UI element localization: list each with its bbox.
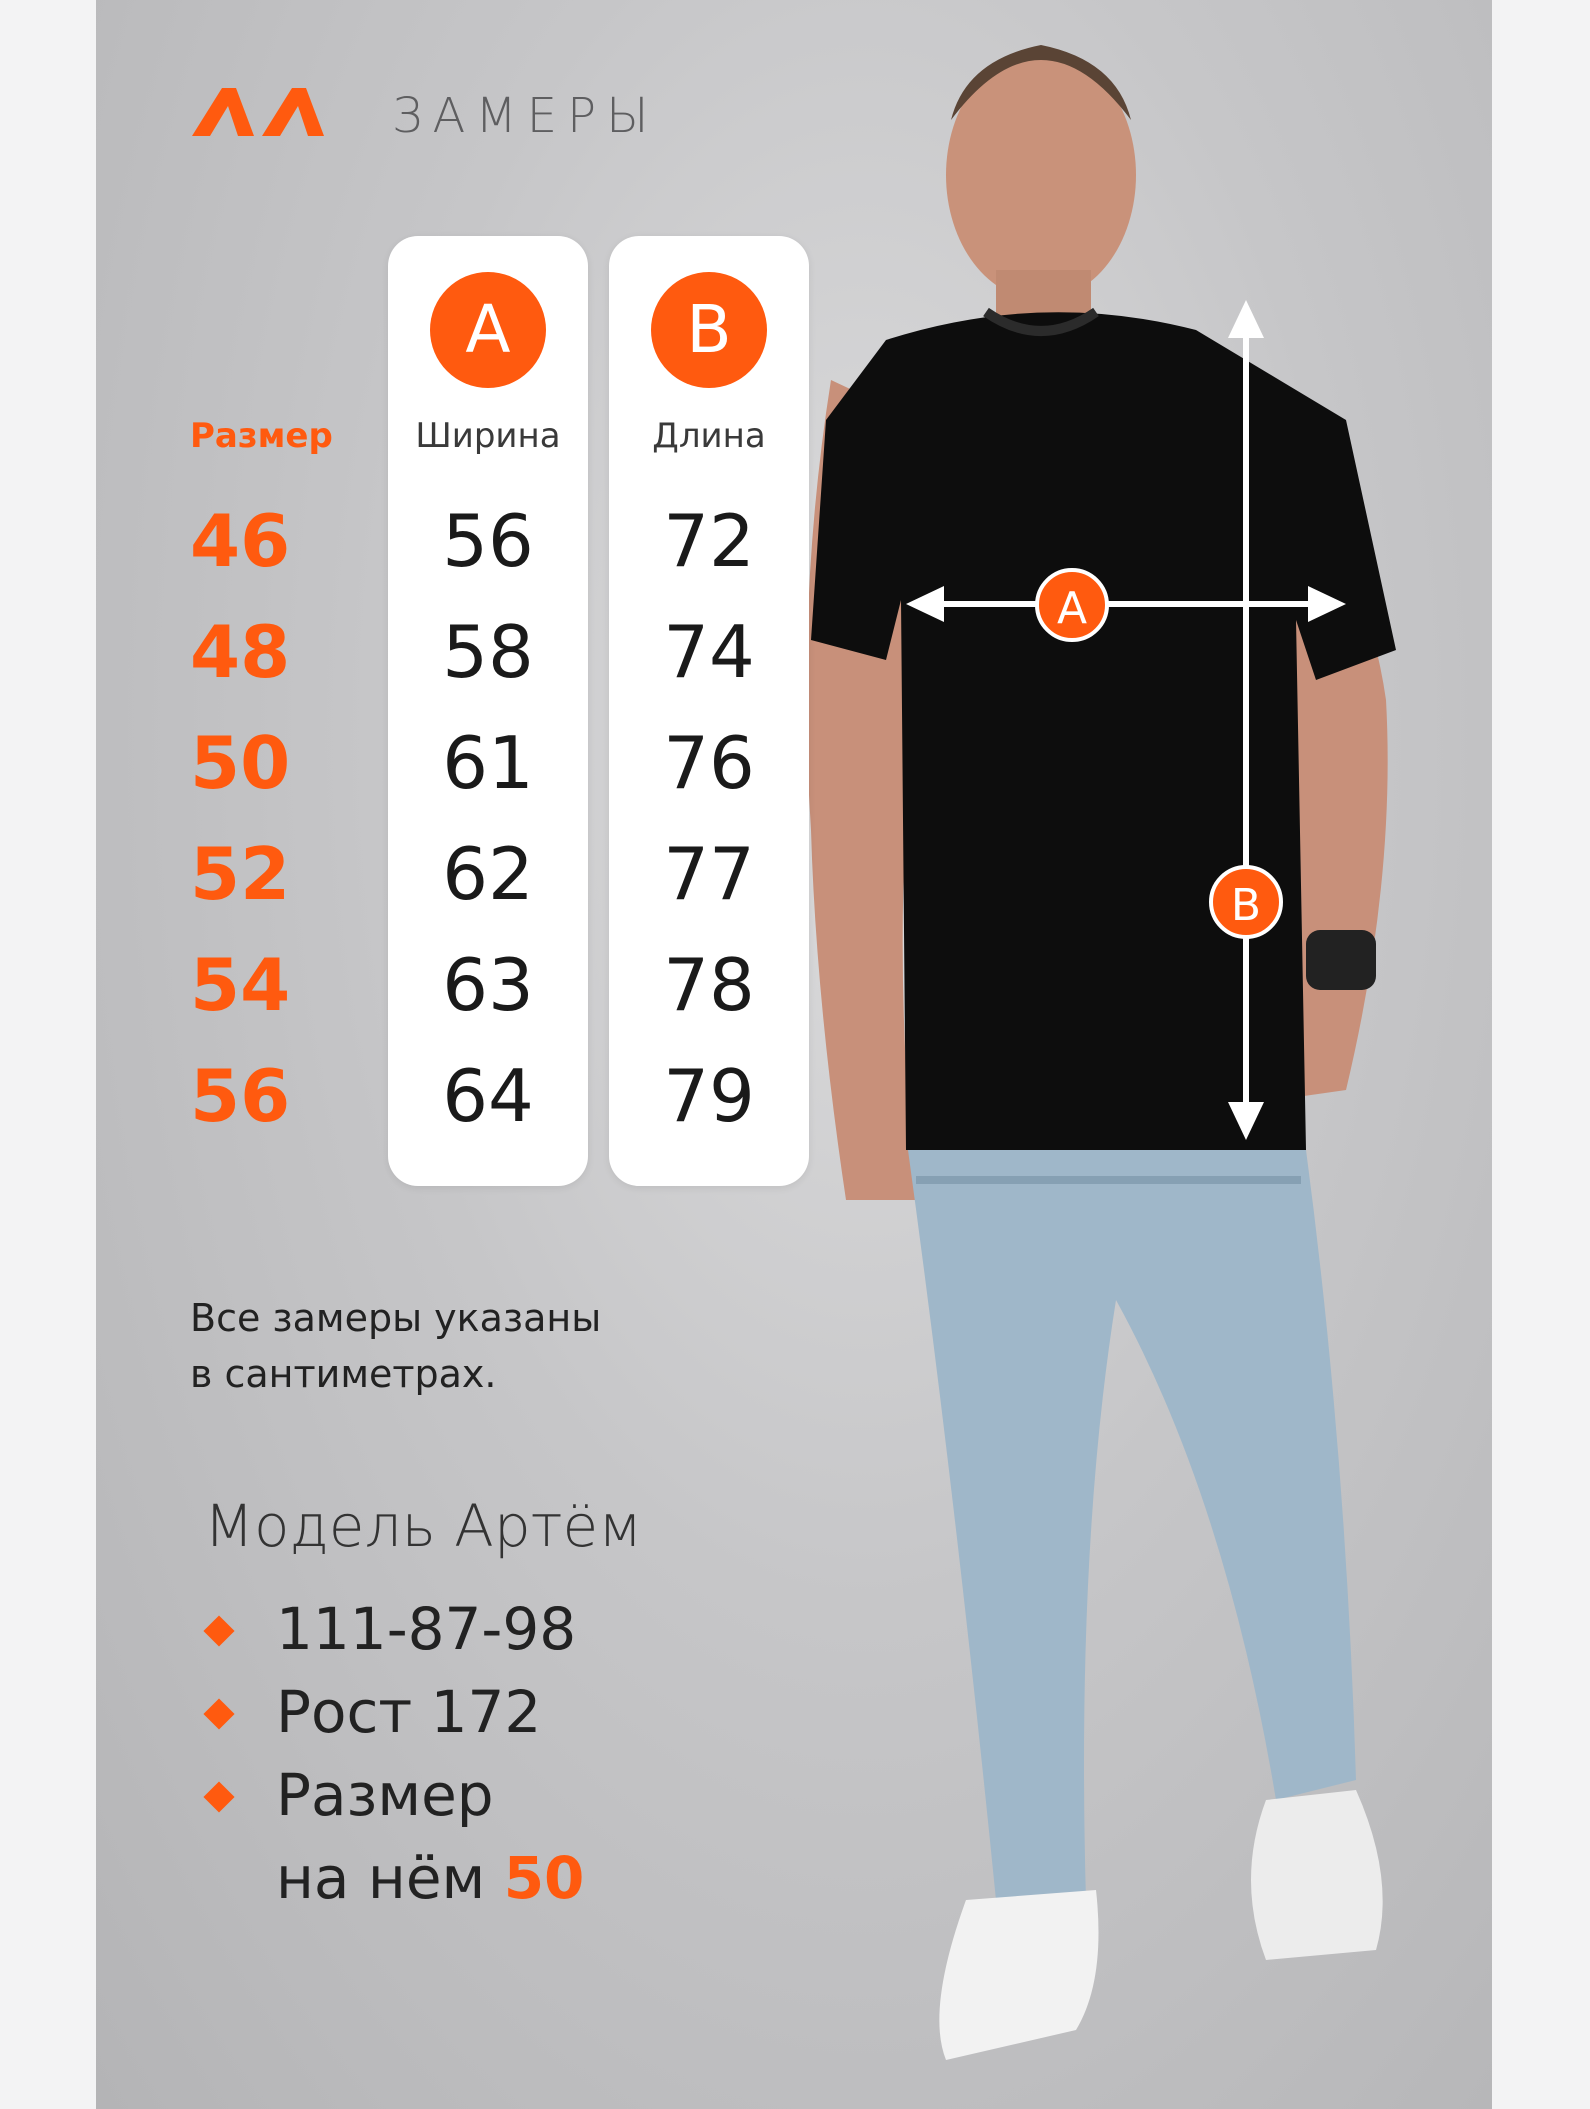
size-value: 50 (190, 721, 291, 805)
width-value: 61 (442, 721, 534, 805)
width-column (388, 236, 588, 1186)
length-column-header: Длина (652, 416, 766, 456)
length-value: 77 (663, 832, 755, 916)
logo-mark-icon (192, 88, 332, 136)
marker-a: A (1035, 568, 1109, 642)
marker-b: B (1209, 865, 1283, 939)
model-size-label: Размер (276, 1761, 494, 1829)
size-value: 54 (190, 943, 291, 1027)
size-value: 52 (190, 832, 291, 916)
model-size-value: 50 (503, 1844, 585, 1912)
length-value: 78 (663, 943, 755, 1027)
model-size-line (276, 1844, 584, 1912)
units-note-line: Все замеры указаны (190, 1296, 602, 1340)
model-title: Модель Артём (204, 1492, 642, 1560)
width-column-header: Ширина (415, 416, 561, 456)
badge-a: A (430, 272, 546, 388)
page-title: ЗАМЕРЫ (392, 88, 659, 144)
size-value: 56 (190, 1054, 291, 1138)
badge-b: B (651, 272, 767, 388)
model-size-prefix: на нём (276, 1844, 486, 1912)
model-params: 111-87-98 (276, 1595, 577, 1663)
width-value: 62 (442, 832, 534, 916)
model-height: Рост 172 (276, 1678, 542, 1746)
width-value: 58 (442, 610, 534, 694)
length-value: 76 (663, 721, 755, 805)
size-value: 46 (190, 499, 291, 583)
units-note (190, 1290, 601, 1402)
width-value: 56 (442, 499, 534, 583)
size-chart-card (96, 0, 1492, 2109)
units-note-line: в сантиметрах. (190, 1352, 497, 1396)
width-value: 64 (442, 1054, 534, 1138)
size-value: 48 (190, 610, 291, 694)
length-value: 79 (663, 1054, 755, 1138)
size-column-header: Размер (190, 416, 333, 456)
width-value: 63 (442, 943, 534, 1027)
length-value: 74 (663, 610, 755, 694)
length-column (609, 236, 809, 1186)
length-value: 72 (663, 499, 755, 583)
